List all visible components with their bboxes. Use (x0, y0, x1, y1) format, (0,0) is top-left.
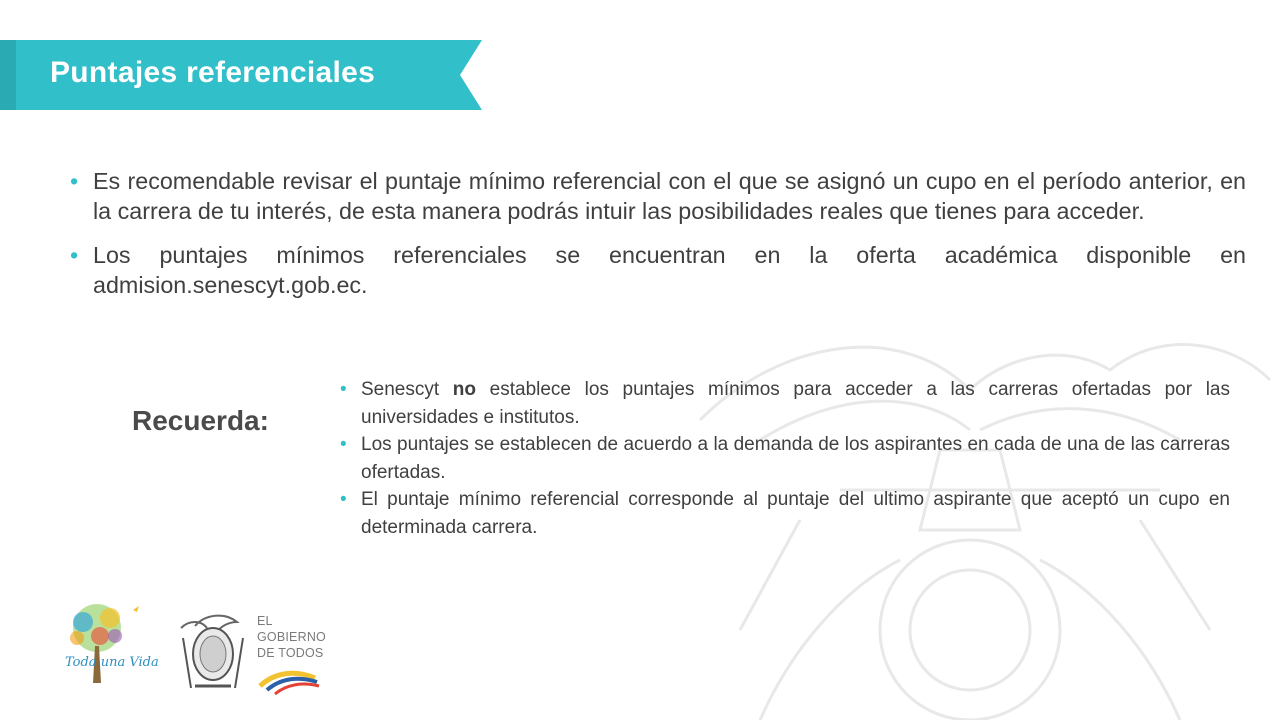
bold-emphasis: no (452, 379, 477, 400)
list-item (340, 376, 1230, 431)
list-item (70, 166, 1246, 226)
bullet-text: Es recomendable revisar el puntaje mínimo referencial con el que se asignó un cupo en el período anterior, en la carrera de tu interés, de esta manera podrás intuir las posibilidades reales que tienes para acceder. (93, 168, 1246, 224)
bullet-icon: • (340, 434, 347, 455)
bullet-icon: • (340, 379, 347, 400)
bullet-text-end: establece los puntajes mínimos para acceder a las carreras ofertadas por las universidades e institutos. (361, 379, 1230, 428)
coat-of-arms-icon (181, 616, 243, 688)
gov-line-3: DE TODOS (257, 646, 324, 660)
page-title: Puntajes referenciales (50, 56, 376, 89)
bullet-text-start: Senescyt (361, 379, 440, 400)
recuerda-heading: Recuerda: (132, 405, 269, 436)
recuerda-list (340, 376, 1230, 541)
bullet-icon: • (70, 242, 79, 268)
tree-logo-icon (65, 604, 159, 683)
logo-text: Toda una Vida (65, 655, 159, 670)
main-bullet-list (70, 166, 1246, 314)
list-item (70, 240, 1246, 300)
gov-line-2: GOBIERNO (257, 630, 326, 644)
government-logo-text (257, 613, 326, 661)
gov-line-1: EL (257, 614, 273, 628)
list-item (340, 431, 1230, 486)
bullet-text: Los puntajes se establecen de acuerdo a la demanda de los aspirantes en cada de una de las carreras ofertadas. (361, 434, 1230, 483)
bullet-text: Los puntajes mínimos referenciales se encuentran en la oferta académica disponible en admision.senescyt.gob.ec. (93, 242, 1246, 298)
list-item (340, 486, 1230, 541)
bullet-icon: • (340, 489, 347, 510)
bullet-icon: • (70, 168, 79, 194)
bullet-text: El puntaje mínimo referencial corresponde al puntaje del ultimo aspirante que aceptó un cupo en determinada carrera. (361, 489, 1230, 538)
government-ribbon-icon (260, 673, 319, 694)
